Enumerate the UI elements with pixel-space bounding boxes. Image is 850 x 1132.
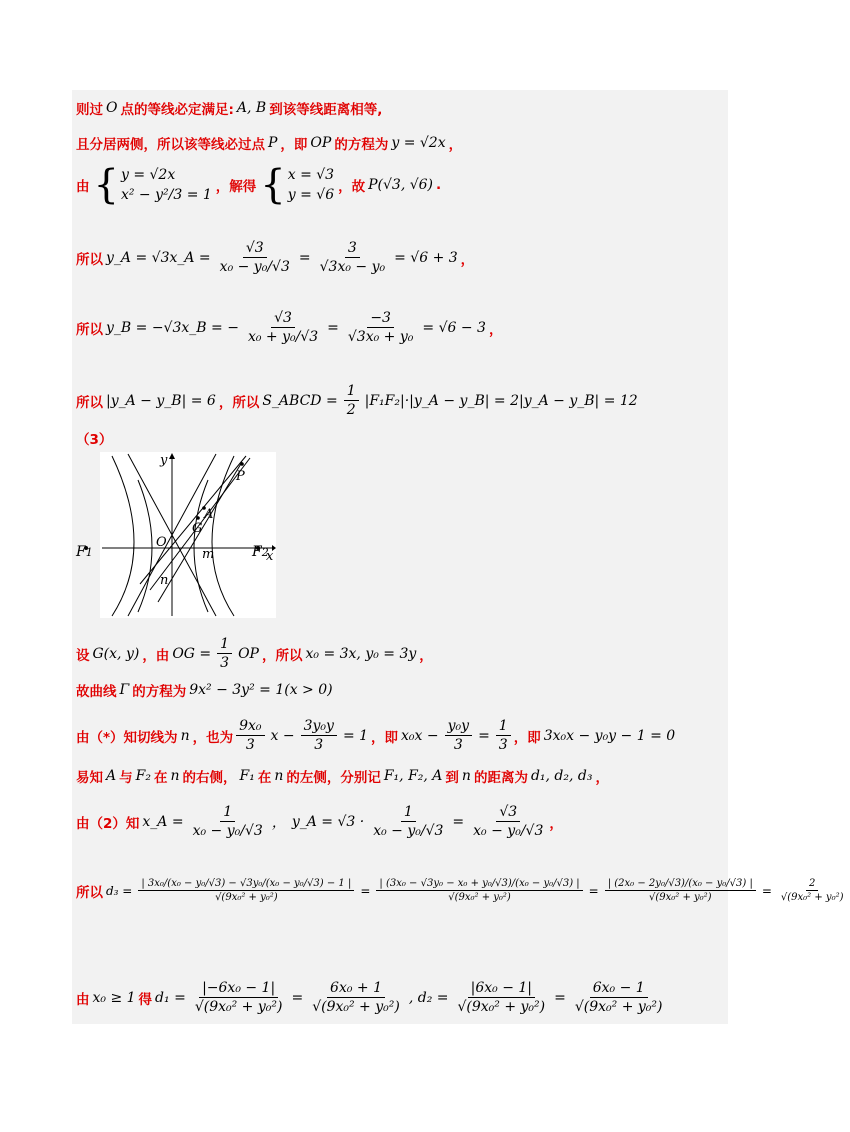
line-1 bbox=[76, 98, 382, 118]
math-n: n bbox=[461, 768, 471, 784]
text-run: 易知 bbox=[76, 770, 103, 786]
label-G: G bbox=[192, 521, 203, 536]
fraction: $\frac{√3}{\text{x₀ − y₀/√3}}$ bbox=[219, 240, 290, 275]
math-expr: = bbox=[588, 883, 599, 898]
vector-OG: OG = bbox=[172, 645, 212, 662]
math-expr: , d₂ = bbox=[408, 989, 449, 1006]
math-expr: = √6 + 3 bbox=[394, 249, 458, 266]
label-A: A bbox=[204, 507, 214, 522]
fraction: $\frac{\text{|−6x₀ − 1|}}{\text{√(9x₀² + y₀²)}}$ bbox=[194, 980, 283, 1015]
fraction: $\frac{√3}{\text{x₀ − y₀/√3}}$ bbox=[473, 804, 544, 839]
fraction: $\frac{\text{6x₀ + 1}}{\text{√(9x₀² + y₀²)}}$ bbox=[312, 980, 400, 1015]
math-OP: OP bbox=[310, 135, 332, 151]
line-11 bbox=[76, 766, 609, 786]
vector-OP: OP bbox=[238, 645, 259, 662]
text-run: 到该等线距离相等, bbox=[269, 102, 383, 118]
fraction: $\frac{\text{y₀y}}{3}$ bbox=[445, 718, 472, 753]
text-run: ，即 bbox=[513, 729, 541, 746]
line-4 bbox=[76, 240, 474, 275]
label-m: m bbox=[202, 547, 215, 562]
equation-system-1 bbox=[93, 162, 212, 208]
text-run: 且分居两侧，所以该等线必过点 bbox=[76, 137, 265, 153]
text-run: 设 bbox=[76, 647, 90, 664]
math-expr: = 1 bbox=[342, 727, 369, 744]
line-3 bbox=[76, 162, 442, 208]
text-run: ，所以 bbox=[261, 647, 303, 664]
math-A: A bbox=[106, 768, 117, 784]
text-run: 所以 bbox=[76, 251, 103, 268]
text-run: ，即 bbox=[280, 137, 308, 153]
math-expr: x_A = bbox=[142, 813, 184, 830]
math-F2: F₂ bbox=[135, 768, 151, 784]
line-10 bbox=[76, 718, 678, 753]
fraction: $\frac{\text{| (3x₀ − √3y₀ − x₀ + y₀/√3)/(x₀ − y₀/√3) |}}{\text{√(9x₀² + y₀²)}}$ bbox=[376, 878, 582, 903]
fraction: $\frac{1}{3}$ bbox=[217, 636, 232, 671]
math-n: n bbox=[170, 768, 180, 784]
label-F2: F 2 bbox=[252, 544, 269, 560]
fraction: $\frac{\text{| (2x₀ − 2y₀/√3)/(x₀ − y₀/√3) |}}{\text{√(9x₀² + y₀²)}}$ bbox=[605, 878, 756, 903]
math-expr: S_ABCD = bbox=[262, 392, 338, 409]
math-expr: = √6 − 3 bbox=[422, 319, 486, 336]
fraction: $\frac{\text{|6x₀ − 1|}}{\text{√(9x₀² + y₀²)}}$ bbox=[457, 980, 546, 1015]
fraction: $\frac{-3}{\text{√3x₀ + y₀}}$ bbox=[347, 310, 414, 345]
system-row: y = √6 bbox=[287, 187, 335, 203]
fraction: $\frac{1}{3}$ bbox=[496, 718, 511, 753]
math-F1: F₁ bbox=[239, 768, 255, 784]
fraction: $\frac{3}{\text{√3x₀ − y₀}}$ bbox=[319, 240, 386, 275]
math-expr: = bbox=[291, 989, 304, 1006]
point-P bbox=[240, 462, 244, 466]
text-run: 由（*）知切线为 bbox=[76, 729, 178, 746]
text-run: 由（2）知 bbox=[76, 815, 140, 832]
math-expr: y_B = −√3x_B = − bbox=[106, 319, 239, 336]
math-n: n bbox=[180, 727, 190, 744]
text-run: 的左侧，分别记 bbox=[286, 770, 381, 786]
math-expr: d₁, d₂, d₃ bbox=[530, 768, 593, 784]
text-run: 所以 bbox=[76, 884, 103, 901]
math-expr: = bbox=[761, 883, 772, 898]
label-x: x bbox=[266, 549, 274, 564]
fraction: $\frac{1}{2}$ bbox=[344, 383, 359, 418]
math-expr: y_A = √3x_A = bbox=[106, 249, 211, 266]
text-run: 与 bbox=[119, 770, 133, 786]
text-run: 由 bbox=[76, 179, 90, 195]
text-run: 得 bbox=[138, 991, 153, 1008]
math-AB: A, B bbox=[236, 100, 267, 116]
text-run: ， bbox=[448, 137, 463, 153]
text-run: 故曲线 bbox=[76, 684, 117, 700]
text-run: ， bbox=[488, 321, 503, 338]
math-expr: x₀ ≥ 1 bbox=[92, 989, 136, 1006]
text-run: ，即 bbox=[371, 729, 399, 746]
text-run: ， bbox=[549, 815, 563, 832]
math-expr: = bbox=[360, 883, 371, 898]
fraction: $\frac{√3}{\text{x₀ + y₀/√3}}$ bbox=[247, 310, 319, 345]
label-O: O bbox=[156, 535, 167, 550]
text-run: ，解得 bbox=[215, 179, 257, 195]
math-expr: d₁ = bbox=[155, 989, 186, 1006]
text-run: 则过 bbox=[76, 102, 103, 118]
text-run: ，故 bbox=[338, 179, 366, 195]
brace-glyph: { bbox=[260, 162, 286, 208]
point-G bbox=[196, 516, 200, 520]
math-expr: x − bbox=[270, 727, 295, 744]
line-8 bbox=[76, 636, 433, 671]
text-run: 的方程为 bbox=[334, 137, 389, 153]
text-run: 由 bbox=[76, 991, 90, 1008]
brace-glyph: { bbox=[93, 162, 119, 208]
figure-background bbox=[100, 452, 276, 618]
text-run: 到 bbox=[445, 770, 459, 786]
line-12 bbox=[76, 804, 563, 839]
line-2 bbox=[76, 133, 462, 153]
math-expr: = bbox=[298, 249, 311, 266]
text-run: 所以 bbox=[76, 394, 103, 411]
line-14 bbox=[76, 980, 669, 1015]
math-expr: = bbox=[478, 727, 490, 744]
text-run: 所以 bbox=[76, 321, 103, 338]
math-P: P bbox=[268, 135, 278, 151]
math-point-P: P(√3, √6) bbox=[368, 177, 434, 193]
line-6 bbox=[76, 383, 641, 418]
math-expr: = bbox=[452, 813, 465, 830]
text-run: 的方程为 bbox=[132, 684, 187, 700]
text-run: . bbox=[436, 177, 442, 193]
math-expr: = bbox=[554, 989, 566, 1006]
text-run: 在 bbox=[257, 770, 272, 786]
math-expr: ， bbox=[271, 814, 286, 831]
hyperbola-figure bbox=[100, 452, 276, 618]
text-run: 的距离为 bbox=[473, 770, 528, 786]
math-O: O bbox=[106, 100, 118, 116]
math-expr: = bbox=[327, 319, 339, 336]
system-row: x = √3 bbox=[287, 167, 335, 183]
math-n: n bbox=[274, 768, 284, 784]
part-label: （3） bbox=[76, 432, 113, 448]
math-expr: |y_A − y_B| = 6 bbox=[106, 392, 216, 409]
fraction: $\frac{\text{| 3x₀/(x₀ − y₀/√3) − √3y₀/(x₀ − y₀/√3) − 1 |}}{\text{√(9x₀² + y₀²)}}$ bbox=[138, 878, 354, 903]
text-run: ，由 bbox=[142, 647, 170, 664]
math-expr: d₃ = bbox=[106, 883, 133, 898]
text-run: ， bbox=[595, 770, 609, 786]
line-9 bbox=[76, 680, 336, 700]
label-P: P bbox=[236, 469, 245, 484]
text-run: ，也为 bbox=[192, 729, 234, 746]
text-run: 的右侧， bbox=[182, 770, 237, 786]
fraction: $\frac{\text{3y₀y}}{3}$ bbox=[301, 718, 337, 753]
math-expr: G(x, y) bbox=[92, 645, 140, 662]
label-n: n bbox=[160, 573, 169, 588]
math-expr: F₁, F₂, A bbox=[383, 768, 443, 784]
fraction: $\frac{\text{9x₀}}{3}$ bbox=[236, 718, 264, 753]
math-expr: 3x₀x − y₀y − 1 = 0 bbox=[543, 727, 676, 744]
fraction: $\frac{1}{\text{x₀ − y₀/√3}}$ bbox=[373, 804, 444, 839]
text-run: 在 bbox=[153, 770, 168, 786]
line-7 bbox=[76, 428, 112, 448]
math-expr: |F₁F₂|·|y_A − y_B| = 2|y_A − y_B| = 12 bbox=[364, 392, 638, 409]
system-row: y = √2x bbox=[120, 167, 176, 183]
math-expr: x₀ = 3x, y₀ = 3y bbox=[305, 645, 417, 662]
math-gamma: Γ bbox=[119, 682, 130, 698]
line-5 bbox=[76, 310, 502, 345]
equation-system-2 bbox=[260, 162, 335, 208]
math-expr: x₀x − bbox=[401, 727, 439, 744]
text-run: 点的等线必定满足: bbox=[120, 102, 234, 118]
text-run: ， bbox=[419, 647, 433, 664]
line-13 bbox=[76, 878, 850, 903]
fraction: $\frac{1}{\text{x₀ − y₀/√3}}$ bbox=[192, 804, 263, 839]
label-F1: F 1 bbox=[76, 544, 93, 560]
math-expr: y_A = √3 · bbox=[291, 813, 365, 830]
text-run: ， bbox=[460, 251, 475, 268]
text-run: ，所以 bbox=[218, 394, 260, 411]
fraction: $\frac{\text{6x₀ − 1}}{\text{√(9x₀² + y₀²)}}$ bbox=[574, 980, 663, 1015]
label-y: y bbox=[160, 453, 168, 468]
system-row: x² − y²/3 = 1 bbox=[120, 187, 212, 203]
fraction: $\frac{2}{\text{√(9x₀² + y₀²)}}$ bbox=[780, 878, 844, 903]
math-expr: 9x² − 3y² = 1(x > 0) bbox=[189, 682, 333, 698]
math-eq: y = √2x bbox=[391, 135, 446, 151]
